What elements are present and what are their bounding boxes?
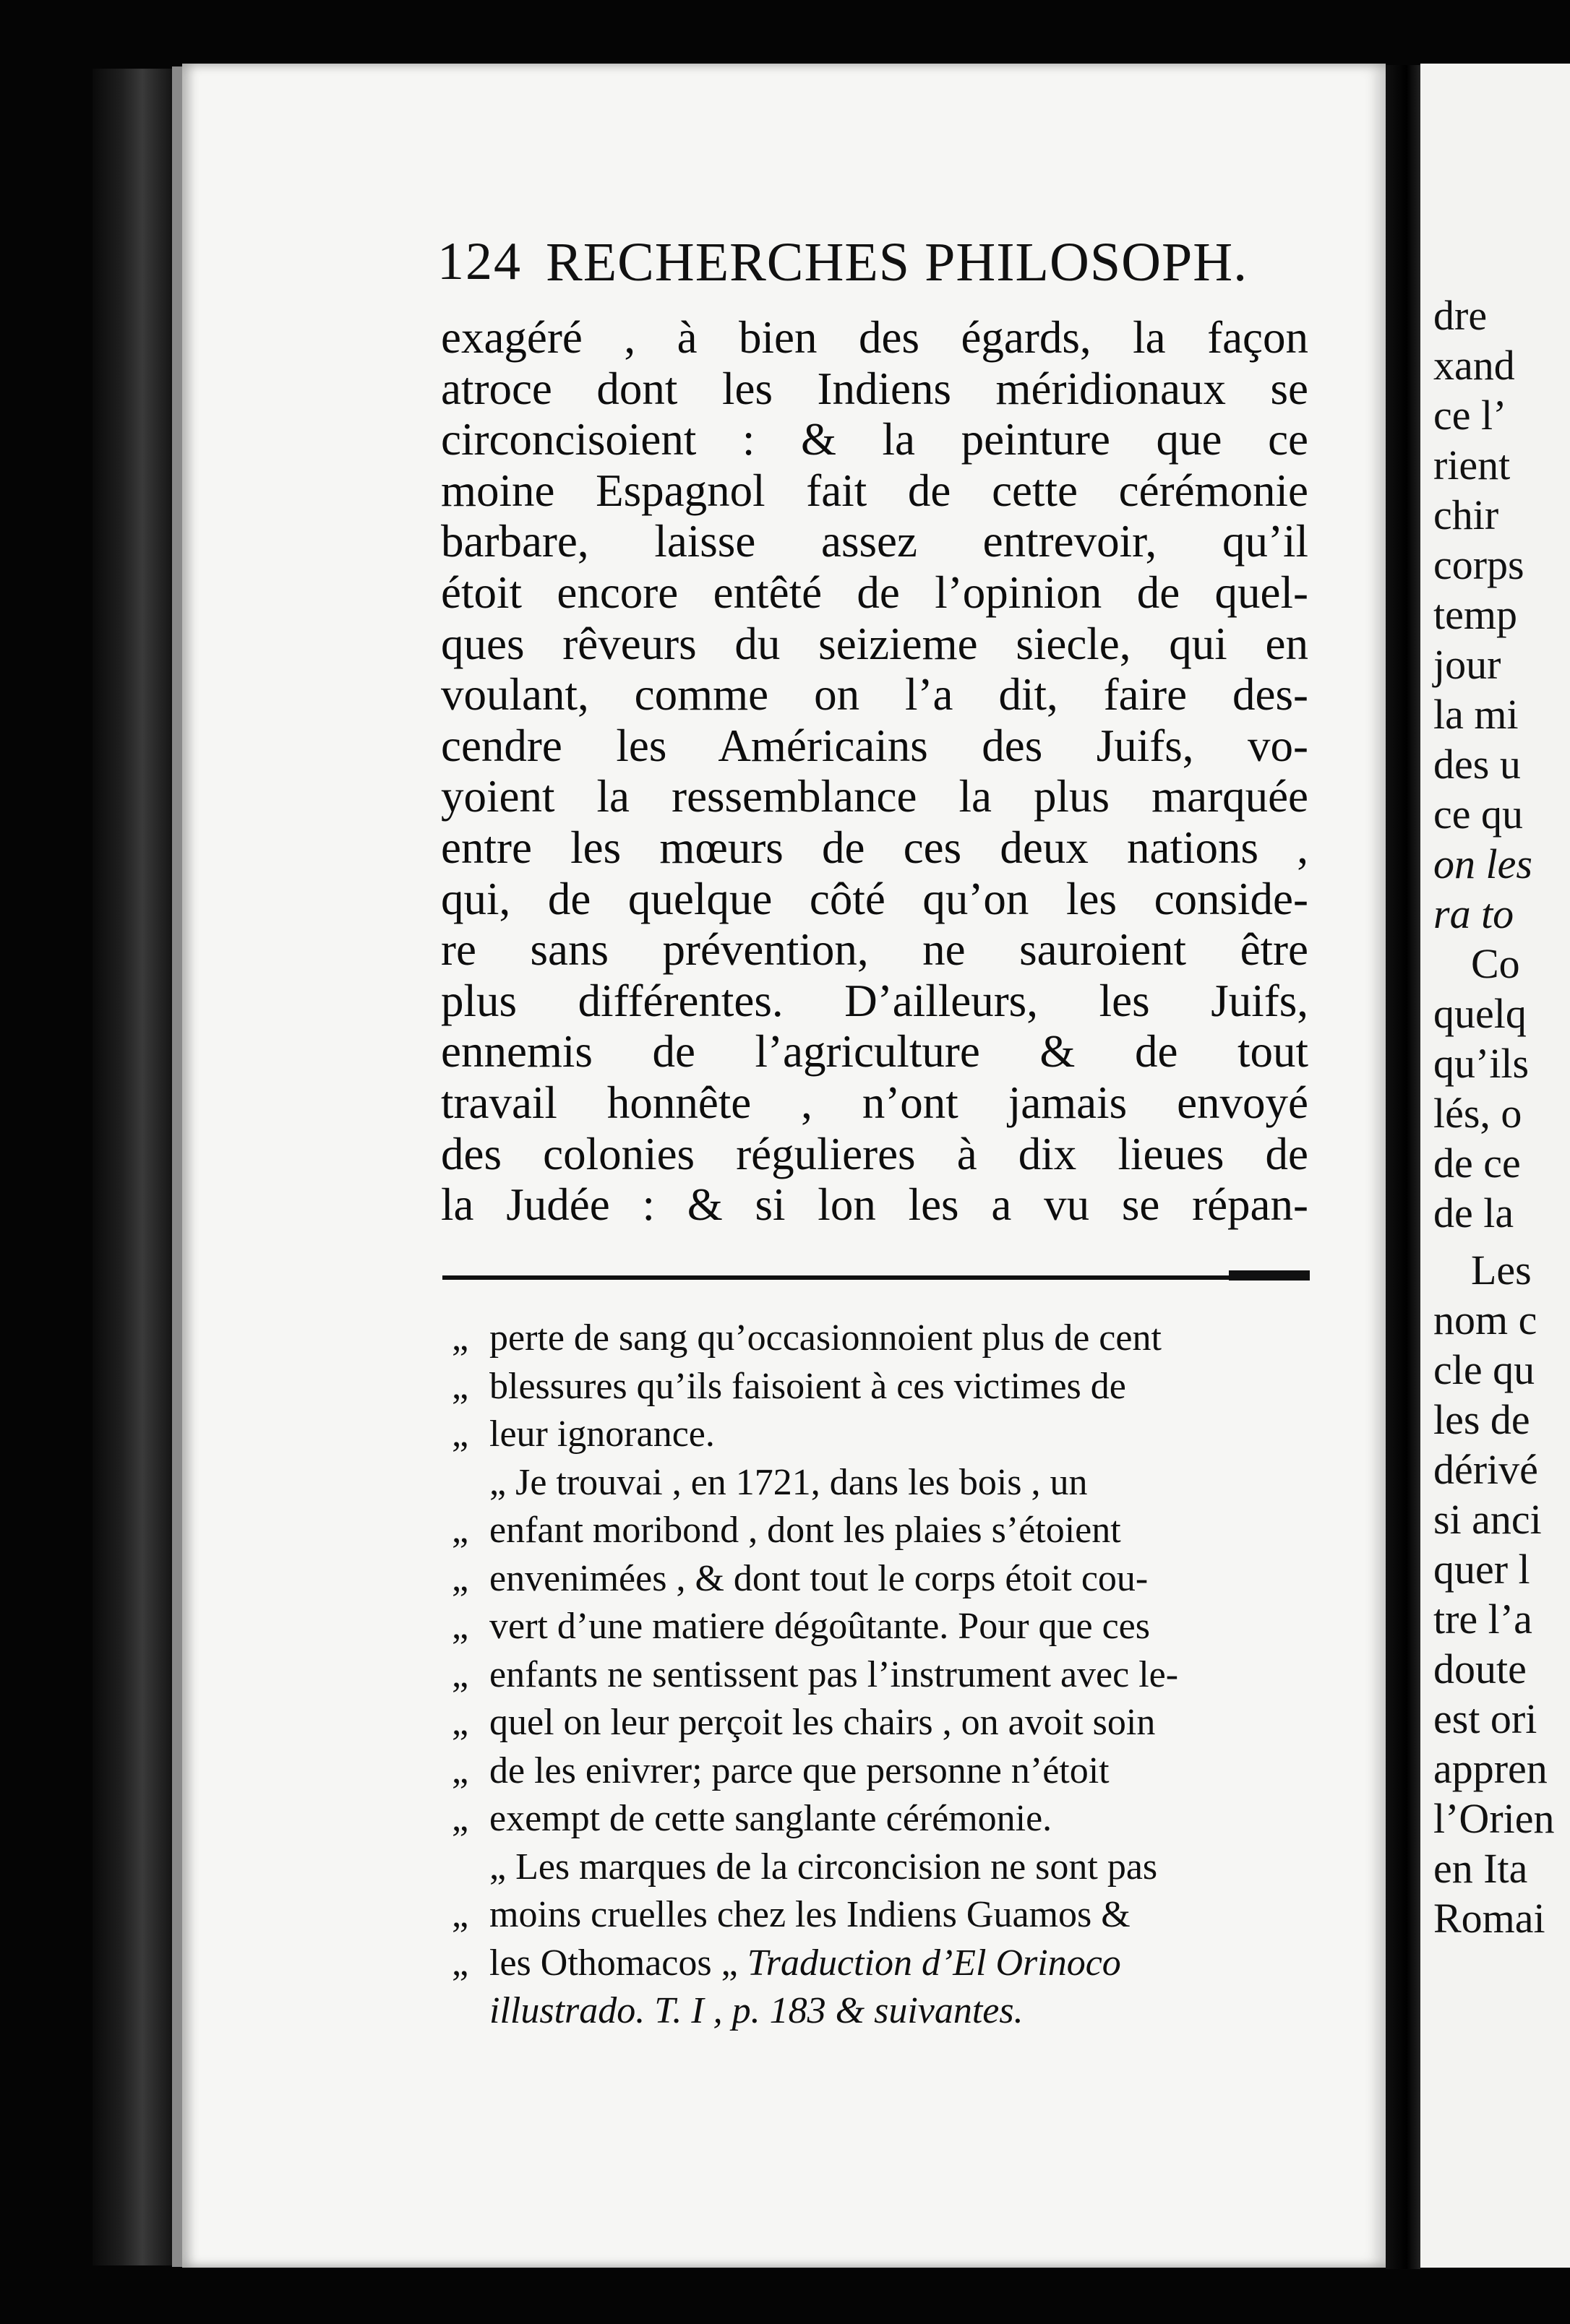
facing-page-line: est ori xyxy=(1433,1695,1537,1742)
body-line: moine Espagnol fait de cette cérémonie xyxy=(441,465,1308,516)
body-line: cendre les Américains des Juifs, vo- xyxy=(441,720,1308,771)
quote-mark: „ xyxy=(452,1653,469,1695)
facing-page-line: dre xyxy=(1433,292,1488,339)
footnote-line xyxy=(452,1509,1319,1552)
footnote-line xyxy=(452,1365,1319,1408)
footnote-text: vert d’une matiere dégoûtante. Pour que ces xyxy=(489,1606,1150,1647)
body-line: qui, de quelque côté qu’on les conside- xyxy=(441,873,1308,924)
quote-mark: „ xyxy=(452,1606,469,1647)
footnote-line xyxy=(452,1893,1319,1937)
footnote-line xyxy=(452,1653,1319,1697)
page-number: 124 xyxy=(437,232,522,291)
body-line: circoncisoient : & la peinture que ce xyxy=(441,414,1308,465)
facing-page-line: si anci xyxy=(1433,1496,1542,1543)
facing-page-line: Les xyxy=(1471,1247,1532,1294)
facing-page-line: dérivé xyxy=(1433,1446,1538,1493)
book-left-edge xyxy=(93,69,176,2265)
quote-mark: „ xyxy=(452,1557,469,1599)
book-gutter xyxy=(1386,65,1420,2269)
facing-page-line: ce qu xyxy=(1433,791,1523,838)
body-line: exagéré , à bien des égards, la façon xyxy=(441,312,1308,363)
body-line: voulant, comme on l’a dit, faire des- xyxy=(441,669,1308,720)
quote-mark: „ xyxy=(452,1942,469,1984)
facing-page-line: appren xyxy=(1433,1745,1548,1792)
facing-page-line: cle qu xyxy=(1433,1346,1535,1393)
running-head xyxy=(437,231,1290,296)
facing-page-line: les de xyxy=(1433,1396,1530,1443)
facing-page-line: ce l’ xyxy=(1433,392,1507,439)
footnote-text: „ Je trouvai , en 1721, dans les bois , un xyxy=(489,1461,1088,1503)
facing-page-line: de la xyxy=(1433,1189,1514,1236)
footnote-text: de les enivrer; parce que personne n’étoit xyxy=(489,1750,1110,1791)
quote-mark: „ xyxy=(452,1798,469,1839)
facing-page-line: chir xyxy=(1433,491,1499,538)
footnote-line xyxy=(452,1413,1319,1456)
footnote-citation: illustrado. T. I , p. 183 & suivantes. xyxy=(489,1990,1024,2031)
facing-page-line: rient xyxy=(1433,442,1511,489)
footnote-line xyxy=(452,1942,1319,1985)
footnote-line xyxy=(452,1557,1319,1601)
footnote-text: exempt de cette sanglante cérémonie. xyxy=(489,1798,1052,1839)
body-line: des colonies régulieres à dix lieues de xyxy=(441,1128,1308,1179)
footnote-text: blessures qu’ils faisoient à ces victimes de xyxy=(489,1365,1126,1407)
footnote-text: moins cruelles chez les Indiens Guamos & xyxy=(489,1894,1131,1935)
footnote-text: perte de sang qu’occasionnoient plus de cent xyxy=(489,1317,1162,1359)
body-line: yoient la ressemblance la plus marquée xyxy=(441,771,1308,822)
footnote-line xyxy=(452,1989,1319,2033)
footnote-text: envenimées , & dont tout le corps étoit cou- xyxy=(489,1557,1149,1599)
footnote-text: leur ignorance. xyxy=(489,1413,715,1455)
facing-page-line: la mi xyxy=(1433,691,1519,738)
facing-page-line: on les xyxy=(1433,840,1532,887)
body-line: la Judée : & si lon les a vu se répan- xyxy=(441,1179,1308,1231)
body-line: ennemis de l’agriculture & de tout xyxy=(441,1026,1308,1077)
running-title: RECHERCHES PHILOSOPH. xyxy=(546,232,1248,293)
footnote-text: quel on leur perçoit les chairs , on avoit soin xyxy=(489,1702,1156,1743)
footnote-line xyxy=(452,1750,1319,1793)
facing-page-line: quer l xyxy=(1433,1546,1530,1593)
facing-page-line: de ce xyxy=(1433,1140,1521,1187)
facing-page-line: xand xyxy=(1433,342,1515,389)
footnote-rule xyxy=(442,1275,1310,1280)
footnote-line xyxy=(452,1846,1319,1889)
footnote-line xyxy=(452,1797,1319,1841)
facing-page-line: doute xyxy=(1433,1645,1527,1692)
quote-mark: „ xyxy=(452,1365,469,1407)
facing-page-line: lés, o xyxy=(1433,1090,1522,1137)
body-line: étoit encore entêté de l’opinion de quel- xyxy=(441,567,1308,618)
facing-page-line: jour xyxy=(1433,641,1501,688)
footnote-line xyxy=(452,1317,1319,1360)
facing-page-line: corps xyxy=(1433,541,1524,588)
facing-page-line: des u xyxy=(1433,741,1521,788)
facing-page-line: ra to xyxy=(1433,890,1514,937)
body-line: travail honnête , n’ont jamais envoyé xyxy=(441,1077,1308,1128)
body-line: plus différentes. D’ailleurs, les Juifs, xyxy=(441,975,1308,1026)
body-line: atroce dont les Indiens méridionaux se xyxy=(441,363,1308,414)
quote-mark: „ xyxy=(452,1894,469,1935)
footnote-text: „ Les marques de la circoncision ne sont pas xyxy=(489,1846,1158,1888)
quote-mark: „ xyxy=(452,1317,469,1359)
facing-page-line: temp xyxy=(1433,591,1517,638)
footnote-citation: Traduction d’El Orinoco xyxy=(747,1942,1121,1984)
quote-mark: „ xyxy=(452,1413,469,1455)
body-line: re sans prévention, ne sauroient être xyxy=(441,924,1308,976)
facing-page-line: quelq xyxy=(1433,990,1527,1037)
facing-page xyxy=(1420,64,1570,2268)
footnote-line xyxy=(452,1461,1319,1505)
quote-mark: „ xyxy=(452,1510,469,1551)
footnote-text: enfant moribond , dont les plaies s’étoient xyxy=(489,1510,1121,1551)
body-line: barbare, laisse assez entrevoir, qu’il xyxy=(441,516,1308,567)
body-line: entre les mœurs de ces deux nations , xyxy=(441,822,1308,873)
facing-page-line: Romai xyxy=(1433,1895,1545,1942)
quote-mark: „ xyxy=(452,1702,469,1743)
facing-page-line: tre l’a xyxy=(1433,1596,1532,1643)
facing-page-line: Co xyxy=(1471,940,1520,987)
footnote-text: les Othomacos „ xyxy=(489,1942,747,1984)
facing-page-line: nom c xyxy=(1433,1296,1537,1343)
footnote-text: enfants ne sentissent pas l’instrument avec le- xyxy=(489,1653,1179,1695)
facing-page-line: l’Orien xyxy=(1433,1795,1555,1842)
footnote-line xyxy=(452,1701,1319,1744)
quote-mark: „ xyxy=(452,1750,469,1791)
facing-page-line: en Ita xyxy=(1433,1845,1528,1892)
footnote-rule-end xyxy=(1229,1270,1310,1281)
body-line: ques rêveurs du seizieme siecle, qui en xyxy=(441,618,1308,669)
facing-page-line: qu’ils xyxy=(1433,1040,1530,1087)
footnote-line xyxy=(452,1605,1319,1648)
